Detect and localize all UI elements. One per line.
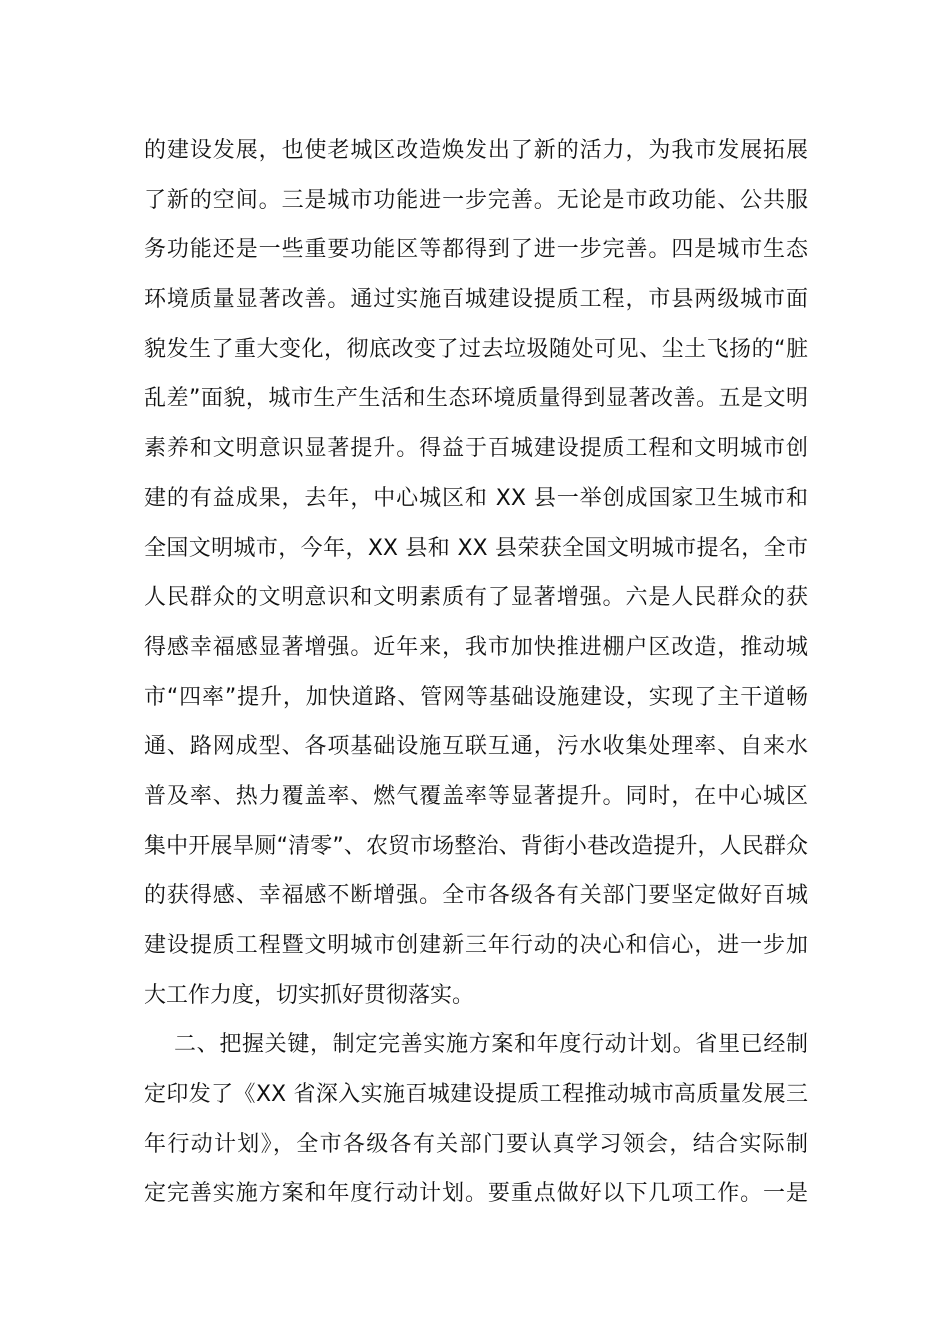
section-heading-line: 二、把握关键，制定完善实施方案和年度行动计划。省里已经制 [174,1032,808,1058]
text-line: 素养和文明意识显著提升。得益于百城建设提质工程和文明城市创 [144,436,808,462]
text-line: 建的有益成果，去年，中心城区和 XX 县一举创成国家卫生城市和 [144,485,808,511]
text-line: 的建设发展，也使老城区改造焕发出了新的活力，为我市发展拓展 [144,138,808,163]
text-line: 全国文明城市，今年，XX 县和 XX 县荣获全国文明城市提名，全市 [144,535,808,561]
text-line: 普及率、热力覆盖率、燃气覆盖率等显著提升。同时，在中心城区 [144,783,808,809]
text-line: 通、路网成型、各项基础设施互联互通，污水收集处理率、自来水 [144,734,808,760]
text-line: 务功能还是一些重要功能区等都得到了进一步完善。四是城市生态 [144,237,808,263]
body-text [144,126,808,1219]
text-line: 集中开展旱厕“清零”、农贸市场整治、背街小巷改造提升，人民群众 [144,833,808,859]
text-line: 貌发生了重大变化，彻底改变了过去垃圾随处可见、尘土飞扬的“脏 [144,336,808,362]
text-line: 乱差”面貌，城市生产生活和生态环境质量得到显著改善。五是文明 [144,386,808,412]
text-line: 环境质量显著改善。通过实施百城建设提质工程，市县两级城市面 [144,287,808,313]
paragraph-end-line: 大工作力度，切实抓好贯彻落实。 [144,982,475,1008]
text-line: 市“四率”提升，加快道路、管网等基础设施建设，实现了主干道畅 [144,684,808,710]
text-line: 的获得感、幸福感不断增强。全市各级各有关部门要坚定做好百城 [144,883,808,909]
text-line: 定完善实施方案和年度行动计划。要重点做好以下几项工作。一是 [144,1181,808,1207]
text-line: 了新的空间。三是城市功能进一步完善。无论是市政功能、公共服 [144,187,808,213]
text-line: 得感幸福感显著增强。近年来，我市加快推进棚户区改造，推动城 [144,634,808,660]
text-line: 建设提质工程暨文明城市创建新三年行动的决心和信心，进一步加 [144,933,808,958]
text-line: 年行动计划》，全市各级各有关部门要认真学习领会，结合实际制 [144,1131,808,1157]
text-line: 人民群众的文明意识和文明素质有了显著增强。六是人民群众的获 [144,585,808,611]
text-line: 定印发了《XX 省深入实施百城建设提质工程推动城市高质量发展三 [144,1082,808,1108]
